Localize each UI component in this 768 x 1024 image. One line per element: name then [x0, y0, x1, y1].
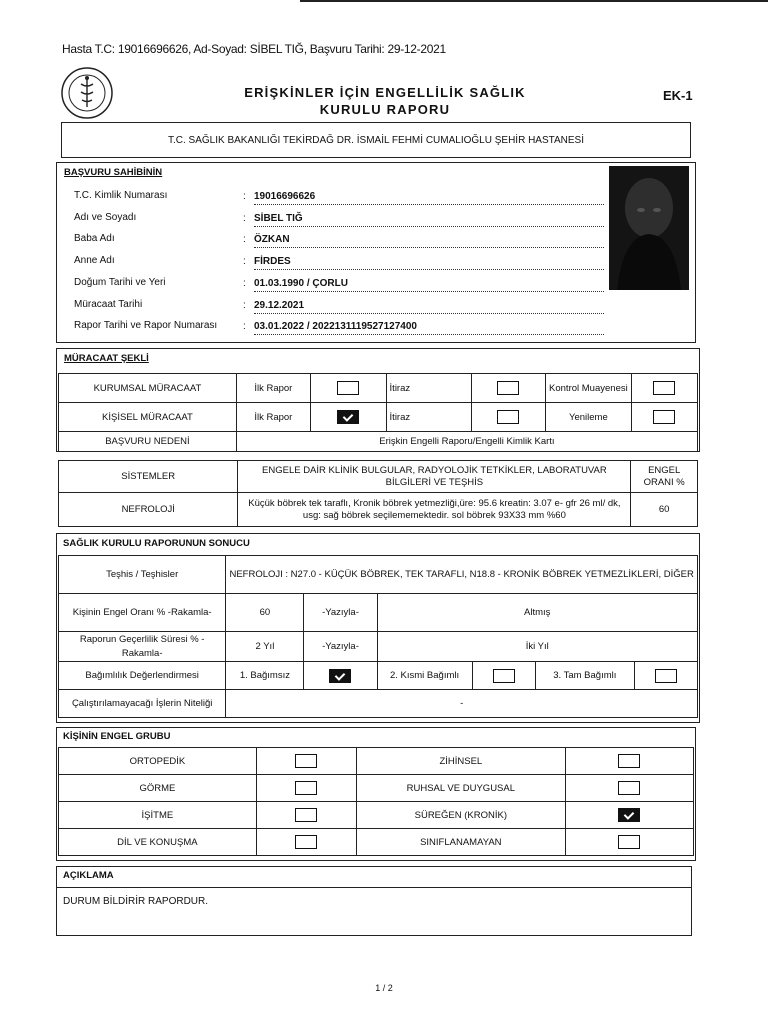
field-colon: : — [243, 191, 246, 202]
field-colon: : — [243, 256, 246, 268]
applicant-field-label: Rapor Tarihi ve Rapor Numarası — [74, 320, 218, 332]
dependency-opt3-label: 3. Tam Bağımlı — [535, 662, 635, 690]
systems-header: SİSTEMLER — [59, 461, 238, 493]
institutional-label: KURUMSAL MÜRACAAT — [59, 374, 237, 403]
report-title — [200, 84, 570, 118]
rate-number: 60 — [226, 594, 304, 632]
rate-text-label: -Yazıyla- — [304, 594, 377, 632]
institutional-opt1-cell — [310, 374, 386, 403]
page-number: 1 / 2 — [375, 983, 393, 993]
ministry-seal-icon — [60, 66, 114, 120]
validity-text-label: -Yazıyla- — [304, 632, 377, 662]
group-checkbox-cell — [256, 802, 356, 829]
group-left-checkbox[interactable] — [295, 808, 317, 822]
rate-header: ENGEL ORANI % — [631, 461, 698, 493]
group-left-checkbox[interactable] — [295, 781, 317, 795]
dependency-opt3-cell — [635, 662, 698, 690]
reason-label: BAŞVURU NEDENİ — [59, 432, 237, 452]
work-value: - — [226, 690, 698, 718]
group-left-checkbox[interactable] — [295, 754, 317, 768]
person-photo-icon — [609, 166, 689, 290]
applicant-field-value: ÖZKAN — [254, 234, 604, 248]
institutional-first-report-checkbox[interactable] — [337, 381, 359, 395]
personal-label: KİŞİSEL MÜRACAAT — [59, 403, 237, 432]
dependency-opt1-label: 1. Bağımsız — [226, 662, 304, 690]
title-line-1: ERİŞKİNLER İÇİN ENGELLİLİK SAĞLIK — [244, 85, 526, 100]
nephrology-row — [59, 493, 698, 527]
patient-header-line: Hasta T.C: 19016696626, Ad-Soyad: SİBEL TIĞ, Başvuru Tarihi: 29-12-2021 — [62, 42, 446, 56]
systems-table — [58, 460, 698, 527]
group-right-label: RUHSAL VE DUYGUSAL — [356, 775, 565, 802]
work-row — [59, 690, 698, 718]
dependency-label: Bağımlılık Değerlendirmesi — [59, 662, 226, 690]
validity-number: 2 Yıl — [226, 632, 304, 662]
applicant-field-label: T.C. Kimlik Numarası — [74, 190, 168, 201]
note-section-title: AÇIKLAMA — [63, 870, 114, 881]
personal-opt2-label: İtiraz — [386, 403, 471, 432]
institutional-row — [59, 374, 698, 403]
personal-opt1-label: İlk Rapor — [236, 403, 310, 432]
institutional-opt3-cell — [631, 374, 697, 403]
group-right-checkbox[interactable] — [618, 754, 640, 768]
institutional-opt1-label: İlk Rapor — [236, 374, 310, 403]
system-name: NEFROLOJİ — [59, 493, 238, 527]
group-right-label: ZİHİNSEL — [356, 748, 565, 775]
findings-header: ENGELE DAİR KLİNİK BULGULAR, RADYOLOJİK TETKİKLER, LABORATUVAR BİLGİLERİ VE TEŞHİS — [238, 461, 631, 493]
group-section-title: KİŞİNİN ENGEL GRUBU — [63, 731, 171, 742]
result-section-title: SAĞLIK KURULU RAPORUNUN SONUCU — [63, 538, 250, 549]
applicant-field-value: 19016696626 — [254, 191, 604, 205]
systems-header-row — [59, 461, 698, 493]
group-checkbox-cell — [565, 748, 693, 775]
dependency-row — [59, 662, 698, 690]
title-line-2: KURULU RAPORU — [319, 102, 451, 117]
form-code: EK-1 — [663, 88, 693, 103]
applicant-field-label: Adı ve Soyadı — [74, 211, 137, 223]
note-divider — [57, 887, 691, 888]
group-table — [58, 747, 694, 856]
personal-opt3-label: Yenileme — [545, 403, 631, 432]
group-row — [59, 775, 694, 802]
personal-row — [59, 403, 698, 432]
dependency-opt2-label: 2. Kısmi Bağımlı — [377, 662, 472, 690]
field-colon: : — [243, 212, 246, 224]
group-checkbox-cell — [256, 829, 356, 856]
applicant-field-value: 03.01.2022 / 2022131119527127400 — [254, 321, 604, 335]
findings-text: Küçük böbrek tek taraflı, Kronik böbrek yetmezliği,üre: 95.6 kreatin: 3.07 e- gfr 26 ml/ dk, usg: sağ böbrek seçilememektedir. sol böbrek 93X33 mm %60 — [238, 493, 631, 527]
rate-row — [59, 594, 698, 632]
field-colon: : — [243, 299, 246, 311]
applicant-field-label: Müracaat Tarihi — [74, 298, 143, 310]
diagnosis-value: NEFROLOJI : N27.0 - KÜÇÜK BÖBREK, TEK TARAFLI, N18.8 - KRONİK BÖBREK YETMEZLİKLERİ, DİĞER — [226, 556, 698, 594]
dependency-opt2-cell — [472, 662, 535, 690]
applicant-section-title: BAŞVURU SAHİBİNİN — [64, 167, 163, 178]
personal-renewal-checkbox[interactable] — [653, 410, 675, 424]
group-checkbox-cell — [256, 748, 356, 775]
group-left-label: GÖRME — [59, 775, 257, 802]
group-right-label: SÜREĞEN (KRONİK) — [356, 802, 565, 829]
personal-first-report-checkbox[interactable] — [337, 410, 359, 424]
group-row — [59, 829, 694, 856]
diagnosis-row — [59, 556, 698, 594]
hospital-name: T.C. SAĞLIK BAKANLIĞI TEKİRDAĞ DR. İSMAİL FEHMİ CUMALIOĞLU ŞEHİR HASTANESİ — [61, 122, 691, 158]
applicant-photo — [609, 166, 689, 290]
rate-label: Kişinin Engel Oranı % -Rakamla- — [59, 594, 226, 632]
applicant-field-label: Anne Adı — [74, 255, 115, 267]
note-text: DURUM BİLDİRİR RAPORDUR. — [63, 896, 209, 907]
group-right-checkbox[interactable] — [618, 835, 640, 849]
reason-row — [59, 432, 698, 452]
application-section-title: MÜRACAAT ŞEKLİ — [64, 353, 149, 364]
applicant-field-label: Baba Adı — [74, 233, 115, 245]
personal-opt2-cell — [472, 403, 546, 432]
group-left-checkbox[interactable] — [295, 835, 317, 849]
group-checkbox-cell — [565, 802, 693, 829]
validity-text: İki Yıl — [377, 632, 698, 662]
field-colon: : — [243, 277, 246, 289]
result-table — [58, 555, 698, 718]
group-left-label: ORTOPEDİK — [59, 748, 257, 775]
application-table — [58, 373, 698, 452]
reason-value: Erişkin Engelli Raporu/Engelli Kimlik Kartı — [236, 432, 697, 452]
field-colon: : — [243, 321, 246, 333]
applicant-field-value: SİBEL TIĞ — [254, 213, 604, 227]
group-row — [59, 748, 694, 775]
validity-row — [59, 632, 698, 662]
dependency-opt1-cell — [304, 662, 377, 690]
work-label: Çalıştırılamayacağı İşlerin Niteliği — [59, 690, 226, 718]
partially-dependent-checkbox[interactable] — [493, 669, 515, 683]
validity-label: Raporun Geçerlilik Süresi % -Rakamla- — [59, 632, 226, 662]
institutional-objection-checkbox[interactable] — [497, 381, 519, 395]
institutional-control-checkbox[interactable] — [653, 381, 675, 395]
applicant-field-value: FİRDES — [254, 256, 604, 270]
group-checkbox-cell — [565, 829, 693, 856]
personal-opt1-cell — [310, 403, 386, 432]
group-left-label: İŞİTME — [59, 802, 257, 829]
group-right-checkbox[interactable] — [618, 808, 640, 822]
institutional-opt2-cell — [472, 374, 546, 403]
top-rule — [300, 0, 768, 6]
institutional-opt2-label: İtiraz — [386, 374, 471, 403]
fully-dependent-checkbox[interactable] — [655, 669, 677, 683]
group-right-label: SINIFLANAMAYAN — [356, 829, 565, 856]
group-right-checkbox[interactable] — [618, 781, 640, 795]
personal-objection-checkbox[interactable] — [497, 410, 519, 424]
system-rate: 60 — [631, 493, 698, 527]
diagnosis-label: Teşhis / Teşhisler — [59, 556, 226, 594]
field-colon: : — [243, 234, 246, 246]
institutional-opt3-label: Kontrol Muayenesi — [545, 374, 631, 403]
group-checkbox-cell — [565, 775, 693, 802]
group-checkbox-cell — [256, 775, 356, 802]
independent-checkbox[interactable] — [329, 669, 351, 683]
applicant-field-label: Doğum Tarihi ve Yeri — [74, 276, 166, 288]
applicant-field-value: 29.12.2021 — [254, 300, 604, 314]
applicant-field-value: 01.03.1990 / ÇORLU — [254, 278, 604, 292]
group-left-label: DİL VE KONUŞMA — [59, 829, 257, 856]
group-row — [59, 802, 694, 829]
personal-opt3-cell — [631, 403, 697, 432]
rate-text: Altmış — [377, 594, 698, 632]
